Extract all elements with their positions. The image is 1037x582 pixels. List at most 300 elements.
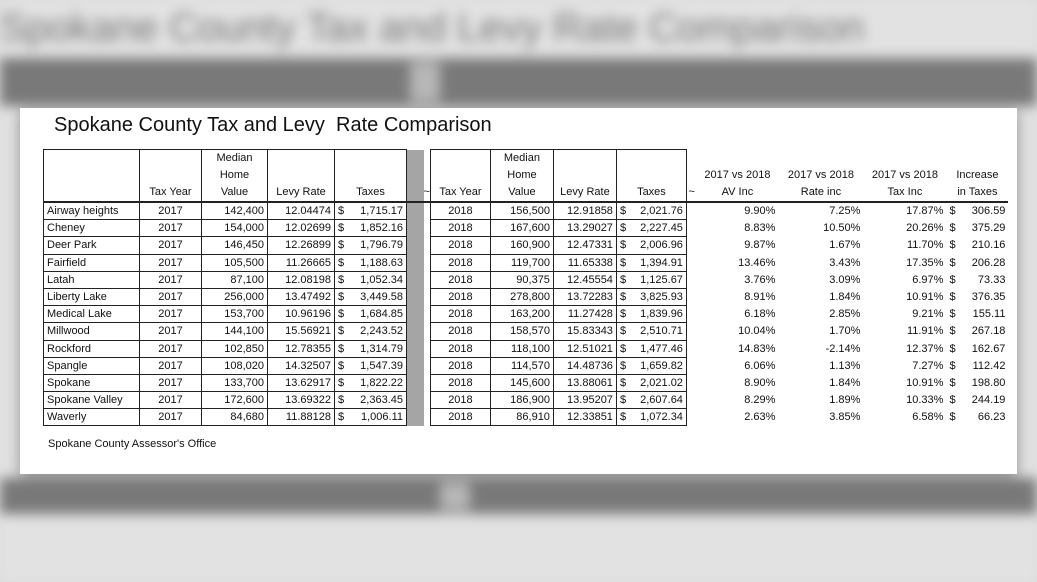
column-separator [407,374,424,391]
tilde-spacer [686,323,696,340]
tilde-spacer [424,409,431,426]
cell-community: Deer Park [44,237,140,254]
cell-median-value-2017: 172,600 [202,392,268,409]
currency-value: 1,796.79 [360,239,403,252]
currency-symbol: $ [949,359,956,372]
cell-community: Airway heights [44,202,140,220]
cell-levy-rate-2017: 12.04474 [268,202,335,220]
cell-rate-inc: 1.70% [829,325,861,338]
column-separator [407,150,424,203]
cell-av-inc: 8.90% [744,376,776,389]
tilde-spacer [424,340,431,357]
cell-levy-rate-2017: 12.08198 [268,271,335,288]
table-row [44,340,1009,357]
currency-symbol: $ [949,222,956,235]
tilde-spacer [424,254,431,271]
cell-median-value-2017: 105,500 [202,254,268,271]
cell-tax-year-2017: 2017 [140,392,202,409]
cell-av-inc: 6.06% [744,359,776,372]
currency-value: 198.80 [971,376,1006,389]
currency-symbol: $ [619,205,627,218]
cell-median-value-2017: 108,020 [202,357,268,374]
document-page [20,108,1017,474]
tilde-spacer [424,306,431,323]
currency-symbol: $ [338,222,345,235]
column-separator [407,254,424,271]
cell-levy-rate-2018: 12.33851 [553,409,616,426]
cell-median-value-2017: 87,100 [202,271,268,288]
tilde-spacer [686,288,696,305]
currency-symbol: $ [338,308,345,321]
blurred-block [440,482,470,510]
cell-taxes-2017 [335,323,407,340]
cell-taxes-2018 [616,392,686,409]
blurred-band [0,58,1037,106]
table-row [44,357,1009,374]
cell-tax-year-2017: 2017 [140,254,202,271]
cell-levy-rate-2017: 14.32507 [268,357,335,374]
column-separator [407,323,424,340]
currency-value: 3,449.58 [360,291,403,304]
cell-rate-inc: 10.50% [823,222,861,235]
cell-median-value-2017: 142,400 [202,202,268,220]
cell-increase-in-taxes [946,202,1008,220]
currency-symbol: $ [338,394,345,407]
table-row [44,220,1009,237]
cell-median-value-2017: 84,680 [202,409,268,426]
currency-value: 2,363.45 [360,394,403,407]
header-taxes-2018: Taxes [616,150,686,203]
cell-median-value-2018: 156,500 [490,202,553,220]
currency-symbol: $ [949,308,956,321]
tilde-spacer [686,409,696,426]
tilde-mark: ~ [423,186,430,198]
currency-value: 1,852.16 [360,222,403,235]
cell-rate-inc: 2.85% [829,308,861,321]
currency-value: 1,006.11 [360,411,403,424]
cell-levy-rate-2018: 12.91858 [553,202,616,220]
tilde-spacer [686,374,696,391]
cell-av-inc: 8.29% [744,394,776,407]
header-levy-rate-2018: Levy Rate [553,150,616,203]
currency-symbol: $ [338,291,345,304]
cell-tax-year-2018: 2018 [430,392,490,409]
currency-value: 2,006.96 [640,239,683,252]
tilde-spacer [686,254,696,271]
cell-levy-rate-2017: 12.02699 [268,220,335,237]
currency-symbol: $ [619,308,627,321]
cell-tax-inc: 11.70% [906,239,944,252]
currency-symbol: $ [619,239,627,252]
cell-community: Cheney [44,220,140,237]
cell-tax-year-2017: 2017 [140,237,202,254]
cell-taxes-2017 [335,409,407,426]
tilde-spacer [424,220,431,237]
cell-tax-inc: 17.87% [906,205,944,218]
currency-value: 267.18 [971,325,1006,338]
header-tax-year-2017: Tax Year [140,150,202,203]
cell-tax-year-2018: 2018 [430,220,490,237]
cell-increase-in-taxes [946,220,1008,237]
page-title: Spokane County Tax and Levy Rate Comparison [54,114,492,136]
column-separator [407,288,424,305]
cell-tax-year-2018: 2018 [430,409,490,426]
table-row [44,288,1009,305]
currency-value: 1,822.22 [360,376,403,389]
tilde-mark: ~ [688,186,695,198]
cell-community: Medical Lake [44,306,140,323]
cell-taxes-2017 [335,340,407,357]
header-tax-year-2018: Tax Year [430,150,490,203]
cell-increase-in-taxes [946,392,1008,409]
tilde-spacer [686,340,696,357]
cell-taxes-2017 [335,202,407,220]
header-median-value-2017: Median Home Value [202,150,268,203]
currency-symbol: $ [949,273,956,286]
currency-symbol: $ [619,411,627,424]
cell-tax-year-2017: 2017 [140,323,202,340]
tilde-spacer [686,306,696,323]
header-median-value-2018: Median Home Value [490,150,553,203]
cell-av-inc: 10.04% [738,325,776,338]
cell-levy-rate-2018: 13.88061 [553,374,616,391]
cell-tax-year-2018: 2018 [430,288,490,305]
currency-symbol: $ [619,256,627,269]
cell-taxes-2017 [335,392,407,409]
currency-symbol: $ [619,342,627,355]
cell-levy-rate-2017: 15.56921 [268,323,335,340]
tilde-spacer [424,202,431,220]
cell-levy-rate-2018: 14.48736 [553,357,616,374]
currency-symbol: $ [949,291,956,304]
cell-community: Spokane Valley [44,392,140,409]
cell-rate-inc: 1.13% [829,359,861,372]
table-row [44,409,1009,426]
currency-value: 1,072.34 [640,411,683,424]
cell-levy-rate-2018: 12.45554 [553,271,616,288]
cell-tax-year-2018: 2018 [430,340,490,357]
cell-tax-year-2018: 2018 [430,374,490,391]
currency-symbol: $ [619,359,627,372]
cell-median-value-2017: 154,000 [202,220,268,237]
cell-increase-in-taxes [946,409,1008,426]
cell-rate-inc: 1.89% [829,394,861,407]
cell-median-value-2018: 160,900 [490,237,553,254]
header-rate-inc: 2017 vs 2018 Rate inc [787,169,854,198]
column-separator [407,306,424,323]
header-av-inc: 2017 vs 2018 AV Inc [704,169,771,198]
tilde-spacer [686,202,696,220]
cell-taxes-2017 [335,254,407,271]
currency-symbol: $ [619,376,627,389]
table-row [44,202,1009,220]
currency-value: 210.16 [971,239,1006,252]
column-separator [407,220,424,237]
table-row [44,254,1009,271]
cell-taxes-2018 [616,237,686,254]
tilde-spacer [424,392,431,409]
currency-symbol: $ [619,273,627,286]
cell-tax-year-2018: 2018 [430,323,490,340]
blurred-block [410,62,440,102]
currency-symbol: $ [949,325,956,338]
tilde-spacer [686,271,696,288]
cell-rate-inc: 1.84% [829,376,861,389]
currency-symbol: $ [338,411,345,424]
currency-value: 1,394.91 [640,256,683,269]
currency-symbol: $ [338,273,345,286]
header-increase-in-taxes: Increase in Taxes [956,169,999,198]
cell-levy-rate-2018: 13.72283 [553,288,616,305]
currency-value: 2,607.64 [640,394,683,407]
cell-rate-inc: 3.09% [829,273,861,286]
cell-taxes-2017 [335,374,407,391]
cell-tax-year-2018: 2018 [430,357,490,374]
cell-tax-year-2017: 2017 [140,357,202,374]
cell-tax-year-2017: 2017 [140,202,202,220]
cell-taxes-2018 [616,340,686,357]
cell-median-value-2018: 186,900 [490,392,553,409]
currency-value: 2,227.45 [640,222,683,235]
cell-levy-rate-2018: 13.29027 [553,220,616,237]
table-row [44,237,1009,254]
cell-median-value-2018: 118,100 [490,340,553,357]
column-separator [407,409,424,426]
cell-median-value-2017: 256,000 [202,288,268,305]
cell-tax-year-2018: 2018 [430,254,490,271]
cell-increase-in-taxes [946,254,1008,271]
currency-value: 375.29 [971,222,1006,235]
cell-levy-rate-2017: 13.47492 [268,288,335,305]
cell-rate-inc: 1.67% [829,239,861,252]
cell-median-value-2017: 133,700 [202,374,268,391]
tilde-spacer [686,357,696,374]
cell-increase-in-taxes [946,237,1008,254]
cell-taxes-2017 [335,271,407,288]
currency-value: 1,477.46 [640,342,683,355]
cell-tax-inc: 10.33% [906,394,944,407]
cell-increase-in-taxes [946,340,1008,357]
column-separator [407,340,424,357]
tilde-spacer [424,271,431,288]
currency-symbol: $ [619,325,627,338]
currency-value: 306.59 [971,205,1006,218]
cell-increase-in-taxes [946,271,1008,288]
cell-levy-rate-2018: 12.47331 [553,237,616,254]
cell-median-value-2018: 167,600 [490,220,553,237]
cell-tax-year-2017: 2017 [140,409,202,426]
currency-value: 1,839.96 [640,308,683,321]
cell-median-value-2018: 163,200 [490,306,553,323]
cell-median-value-2018: 86,910 [490,409,553,426]
currency-symbol: $ [338,239,345,252]
cell-tax-year-2017: 2017 [140,374,202,391]
column-separator [407,271,424,288]
cell-increase-in-taxes [946,306,1008,323]
cell-median-value-2018: 119,700 [490,254,553,271]
column-separator [407,202,424,220]
cell-rate-inc: 3.43% [829,256,861,269]
cell-levy-rate-2017: 12.78355 [268,340,335,357]
currency-value: 2,021.76 [640,205,683,218]
currency-symbol: $ [338,205,345,218]
currency-value: 1,052.34 [360,273,403,286]
currency-value: 2,243.52 [360,325,403,338]
currency-value: 2,510.71 [640,325,683,338]
cell-taxes-2018 [616,409,686,426]
currency-value: 1,715.17 [360,205,403,218]
cell-taxes-2018 [616,202,686,220]
currency-value: 1,314.79 [360,342,403,355]
currency-value: 3,825.93 [640,291,683,304]
cell-median-value-2018: 278,800 [490,288,553,305]
currency-value: 1,125.67 [640,273,683,286]
cell-av-inc: 9.87% [744,239,776,252]
tilde-spacer [424,288,431,305]
cell-taxes-2017 [335,237,407,254]
cell-tax-inc: 7.27% [912,359,944,372]
cell-levy-rate-2018: 11.27428 [553,306,616,323]
currency-value: 155.11 [972,308,1006,321]
cell-taxes-2018 [616,220,686,237]
currency-symbol: $ [338,376,345,389]
cell-community: Waverly [44,409,140,426]
cell-levy-rate-2018: 11.65338 [553,254,616,271]
tilde-spacer [424,374,431,391]
table-row [44,271,1009,288]
currency-value: 112.42 [972,359,1006,372]
cell-av-inc: 2.63% [744,411,776,424]
currency-symbol: $ [619,394,627,407]
cell-taxes-2018 [616,306,686,323]
cell-av-inc: 8.83% [744,222,776,235]
cell-increase-in-taxes [946,357,1008,374]
cell-av-inc: 14.83% [738,342,776,355]
column-separator [407,392,424,409]
cell-tax-inc: 11.91% [906,325,944,338]
cell-taxes-2017 [335,220,407,237]
cell-increase-in-taxes [946,288,1008,305]
tilde-spacer [686,220,696,237]
cell-tax-year-2017: 2017 [140,306,202,323]
cell-rate-inc: 7.25% [829,205,861,218]
cell-community: Spangle [44,357,140,374]
cell-tax-year-2017: 2017 [140,271,202,288]
currency-value: 2,021.02 [640,376,683,389]
column-separator [407,237,424,254]
currency-value: 244.19 [971,394,1006,407]
tilde-spacer [424,357,431,374]
table-row [44,306,1009,323]
header-community [44,150,140,203]
cell-levy-rate-2018: 12.51021 [553,340,616,357]
cell-av-inc: 9.90% [744,205,776,218]
cell-community: Latah [44,271,140,288]
header-tax-inc: 2017 vs 2018 Tax Inc [871,169,938,198]
cell-increase-in-taxes [946,323,1008,340]
cell-rate-inc: 1.84% [829,291,861,304]
cell-community: Liberty Lake [44,288,140,305]
cell-tax-year-2017: 2017 [140,288,202,305]
cell-median-value-2017: 102,850 [202,340,268,357]
currency-value: 1,684.85 [360,308,403,321]
cell-av-inc: 6.18% [744,308,776,321]
currency-symbol: $ [338,342,345,355]
cell-tax-inc: 10.91% [906,291,944,304]
cell-tax-year-2018: 2018 [430,202,490,220]
currency-symbol: $ [949,411,956,424]
cell-tax-inc: 6.97% [912,273,944,286]
header-taxes-2017: Taxes [335,150,407,203]
header-row [44,150,1009,203]
cell-median-value-2017: 144,100 [202,323,268,340]
cell-taxes-2018 [616,374,686,391]
header-levy-rate-2017: Levy Rate [268,150,335,203]
currency-value: 1,547.39 [360,359,403,372]
cell-tax-inc: 6.58% [912,411,944,424]
cell-taxes-2018 [616,323,686,340]
currency-value: 162.67 [971,342,1006,355]
cell-increase-in-taxes [946,374,1008,391]
cell-levy-rate-2018: 15.83343 [553,323,616,340]
currency-symbol: $ [338,256,345,269]
cell-taxes-2018 [616,271,686,288]
cell-median-value-2018: 158,570 [490,323,553,340]
cell-rate-inc: -2.14% [825,342,861,355]
column-separator [407,357,424,374]
currency-symbol: $ [338,325,345,338]
currency-symbol: $ [949,239,956,252]
blurred-background-title: Spokane County Tax and Levy Rate Comparison [0,6,865,50]
cell-tax-inc: 12.37% [906,342,944,355]
cell-tax-year-2017: 2017 [140,220,202,237]
currency-symbol: $ [619,222,627,235]
cell-levy-rate-2017: 12.26899 [268,237,335,254]
cell-rate-inc: 3.85% [829,411,861,424]
currency-value: 1,659.82 [640,359,683,372]
currency-value: 206.28 [971,256,1006,269]
cell-tax-year-2018: 2018 [430,237,490,254]
cell-tax-year-2018: 2018 [430,271,490,288]
currency-value: 73.33 [977,273,1006,286]
cell-tax-inc: 20.26% [906,222,944,235]
tilde-spacer [686,392,696,409]
cell-tax-inc: 17.35% [906,256,944,269]
currency-symbol: $ [619,291,627,304]
cell-median-value-2017: 146,450 [202,237,268,254]
source-footer: Spokane County Assessor's Office [48,438,217,450]
cell-community: Spokane [44,374,140,391]
currency-symbol: $ [949,376,956,389]
cell-av-inc: 3.76% [744,273,776,286]
cell-community: Fairfield [44,254,140,271]
cell-levy-rate-2018: 13.95207 [553,392,616,409]
cell-tax-inc: 9.21% [912,308,944,321]
cell-taxes-2018 [616,288,686,305]
currency-symbol: $ [949,256,956,269]
cell-levy-rate-2017: 11.88128 [268,409,335,426]
cell-tax-year-2017: 2017 [140,340,202,357]
table-row [44,392,1009,409]
cell-levy-rate-2017: 13.69322 [268,392,335,409]
currency-symbol: $ [949,394,956,407]
currency-value: 376.35 [971,291,1006,304]
cell-median-value-2018: 114,570 [490,357,553,374]
currency-symbol: $ [338,359,345,372]
cell-tax-inc: 10.91% [906,376,944,389]
currency-symbol: $ [949,342,956,355]
cell-community: Millwood [44,323,140,340]
